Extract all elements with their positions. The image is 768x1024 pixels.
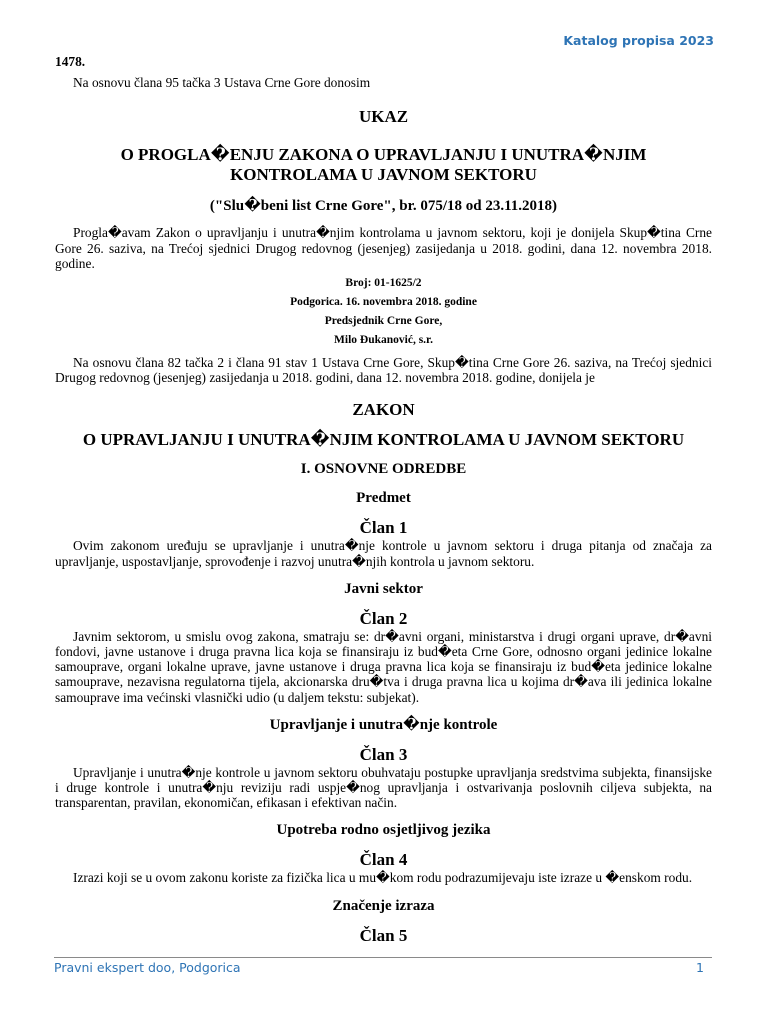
page-number: 1 (696, 960, 704, 975)
article-title: Član 5 (359, 925, 408, 945)
section-heading: Značenje izraza (332, 897, 435, 914)
footer-publisher: Pravni ekspert doo, Podgorica (54, 960, 241, 975)
article-title: Član 4 (359, 850, 408, 870)
article-text: Upravljanje i unutra�nje kontrole u javnom sektoru obuhvataju postupke upravljanja sredstvima subjekta, finansijske i druge kontrole i unutra�nju reviziju radi uspje�nog upravljanja i ostvarivanja poslovnih ciljeva subjekta, na transparentan, pravilan, ekonomičan, efikasan i efektivan način. (55, 764, 712, 811)
footer-divider (54, 957, 712, 958)
section-heading: Predmet (356, 490, 411, 507)
zakon-subtitle: O UPRAVLJANJU I UNUTRA�NJIM KONTROLAMA U JAVNOM SEKTORU (82, 430, 685, 450)
article-text: Izrazi koji se u ovom zakonu koriste za fizička lica u mu�kom rodu podrazumijevaju iste izraze u �enskom rodu. (73, 870, 693, 886)
article-title: Član 2 (359, 608, 408, 628)
document-number: 1478. (55, 54, 86, 69)
intro-text: Na osnovu člana 95 tačka 3 Ustava Crne Gore donosim (73, 75, 371, 91)
header-brand: Katalog propisa 2023 (563, 33, 714, 48)
ukaz-subtitle-line2: KONTROLAMA U JAVNOM SEKTORU (230, 165, 537, 185)
proclamation-text: Progla�avam Zakon o upravljanju i unutra�njim kontrolama u javnom sektoru, koji je donijela Skup�tina Crne Gore 26. saziva, na Trećoj sjednici Drugog redovnog (jesenjeg) zasijedanja u 2018. godini, dana 12. novembra 2018. godine. (55, 225, 712, 271)
document-body (55, 54, 712, 946)
ukaz-subtitle-line1: O PROGLA�ENJU ZAKONA O UPRAVLJANJU I UNUTRA�NJIM (120, 145, 647, 165)
place-date: Podgorica. 16. novembra 2018. godine (290, 296, 477, 309)
article-text: Ovim zakonom uređuju se upravljanje i unutra�nje kontrole u javnom sektoru i druga pitanja od značaja za upravljanje, uspostavljanje, sprovođenje i razvoj unutra�njih kontrola u javnom sektoru. (55, 538, 712, 569)
gazette-reference: ("Slu�beni list Crne Gore", br. 075/18 od 23.11.2018) (209, 198, 558, 215)
zakon-title: ZAKON (352, 400, 415, 420)
article-text: Javnim sektorom, u smislu ovog zakona, smatraju se: dr�avni organi, ministarstva i drugi organi uprave, dr�avni fondovi, javne ustanove i druga pravna lica koja se finansiraju iz bud�eta Crne Gore, odnosno organi jedinice lokalne samouprave, organi lokalne uprave, javne ustanove i druga pravna lica koja se finansiraju iz bud�eta jedinice lokalne samouprave, nezavisna regulatorna tijela, akcionarska dru�tva i druga pravna lica u kojima dr�ava ili jedinica lokalne samouprave ima većinski vlasnički udio (u daljem tekstu: subjekat). (55, 628, 712, 705)
article-title: Član 1 (359, 518, 408, 538)
president-name: Milo Đukanović, s.r. (334, 334, 433, 347)
ukaz-title: UKAZ (358, 107, 409, 127)
article-title: Član 3 (359, 744, 408, 764)
section-heading: Upotreba rodno osjetljivog jezika (276, 822, 491, 839)
section-heading: Javni sektor (344, 580, 423, 597)
broj: Broj: 01-1625/2 (345, 277, 422, 290)
chapter-heading: I. OSNOVNE ODREDBE (300, 461, 467, 478)
section-heading: Upravljanje i unutra�nje kontrole (269, 716, 498, 733)
president-title: Predsjednik Crne Gore, (324, 315, 443, 328)
basis-text: Na osnovu člana 82 tačka 2 i člana 91 stav 1 Ustava Crne Gore, Skup�tina Crne Gore 26. saziva, na Trećoj sjednici Drugog redovnog (jesenjeg) zasijedanja u 2018. godini, dana 12. novembra 2018. godine, donijela je (55, 355, 712, 386)
